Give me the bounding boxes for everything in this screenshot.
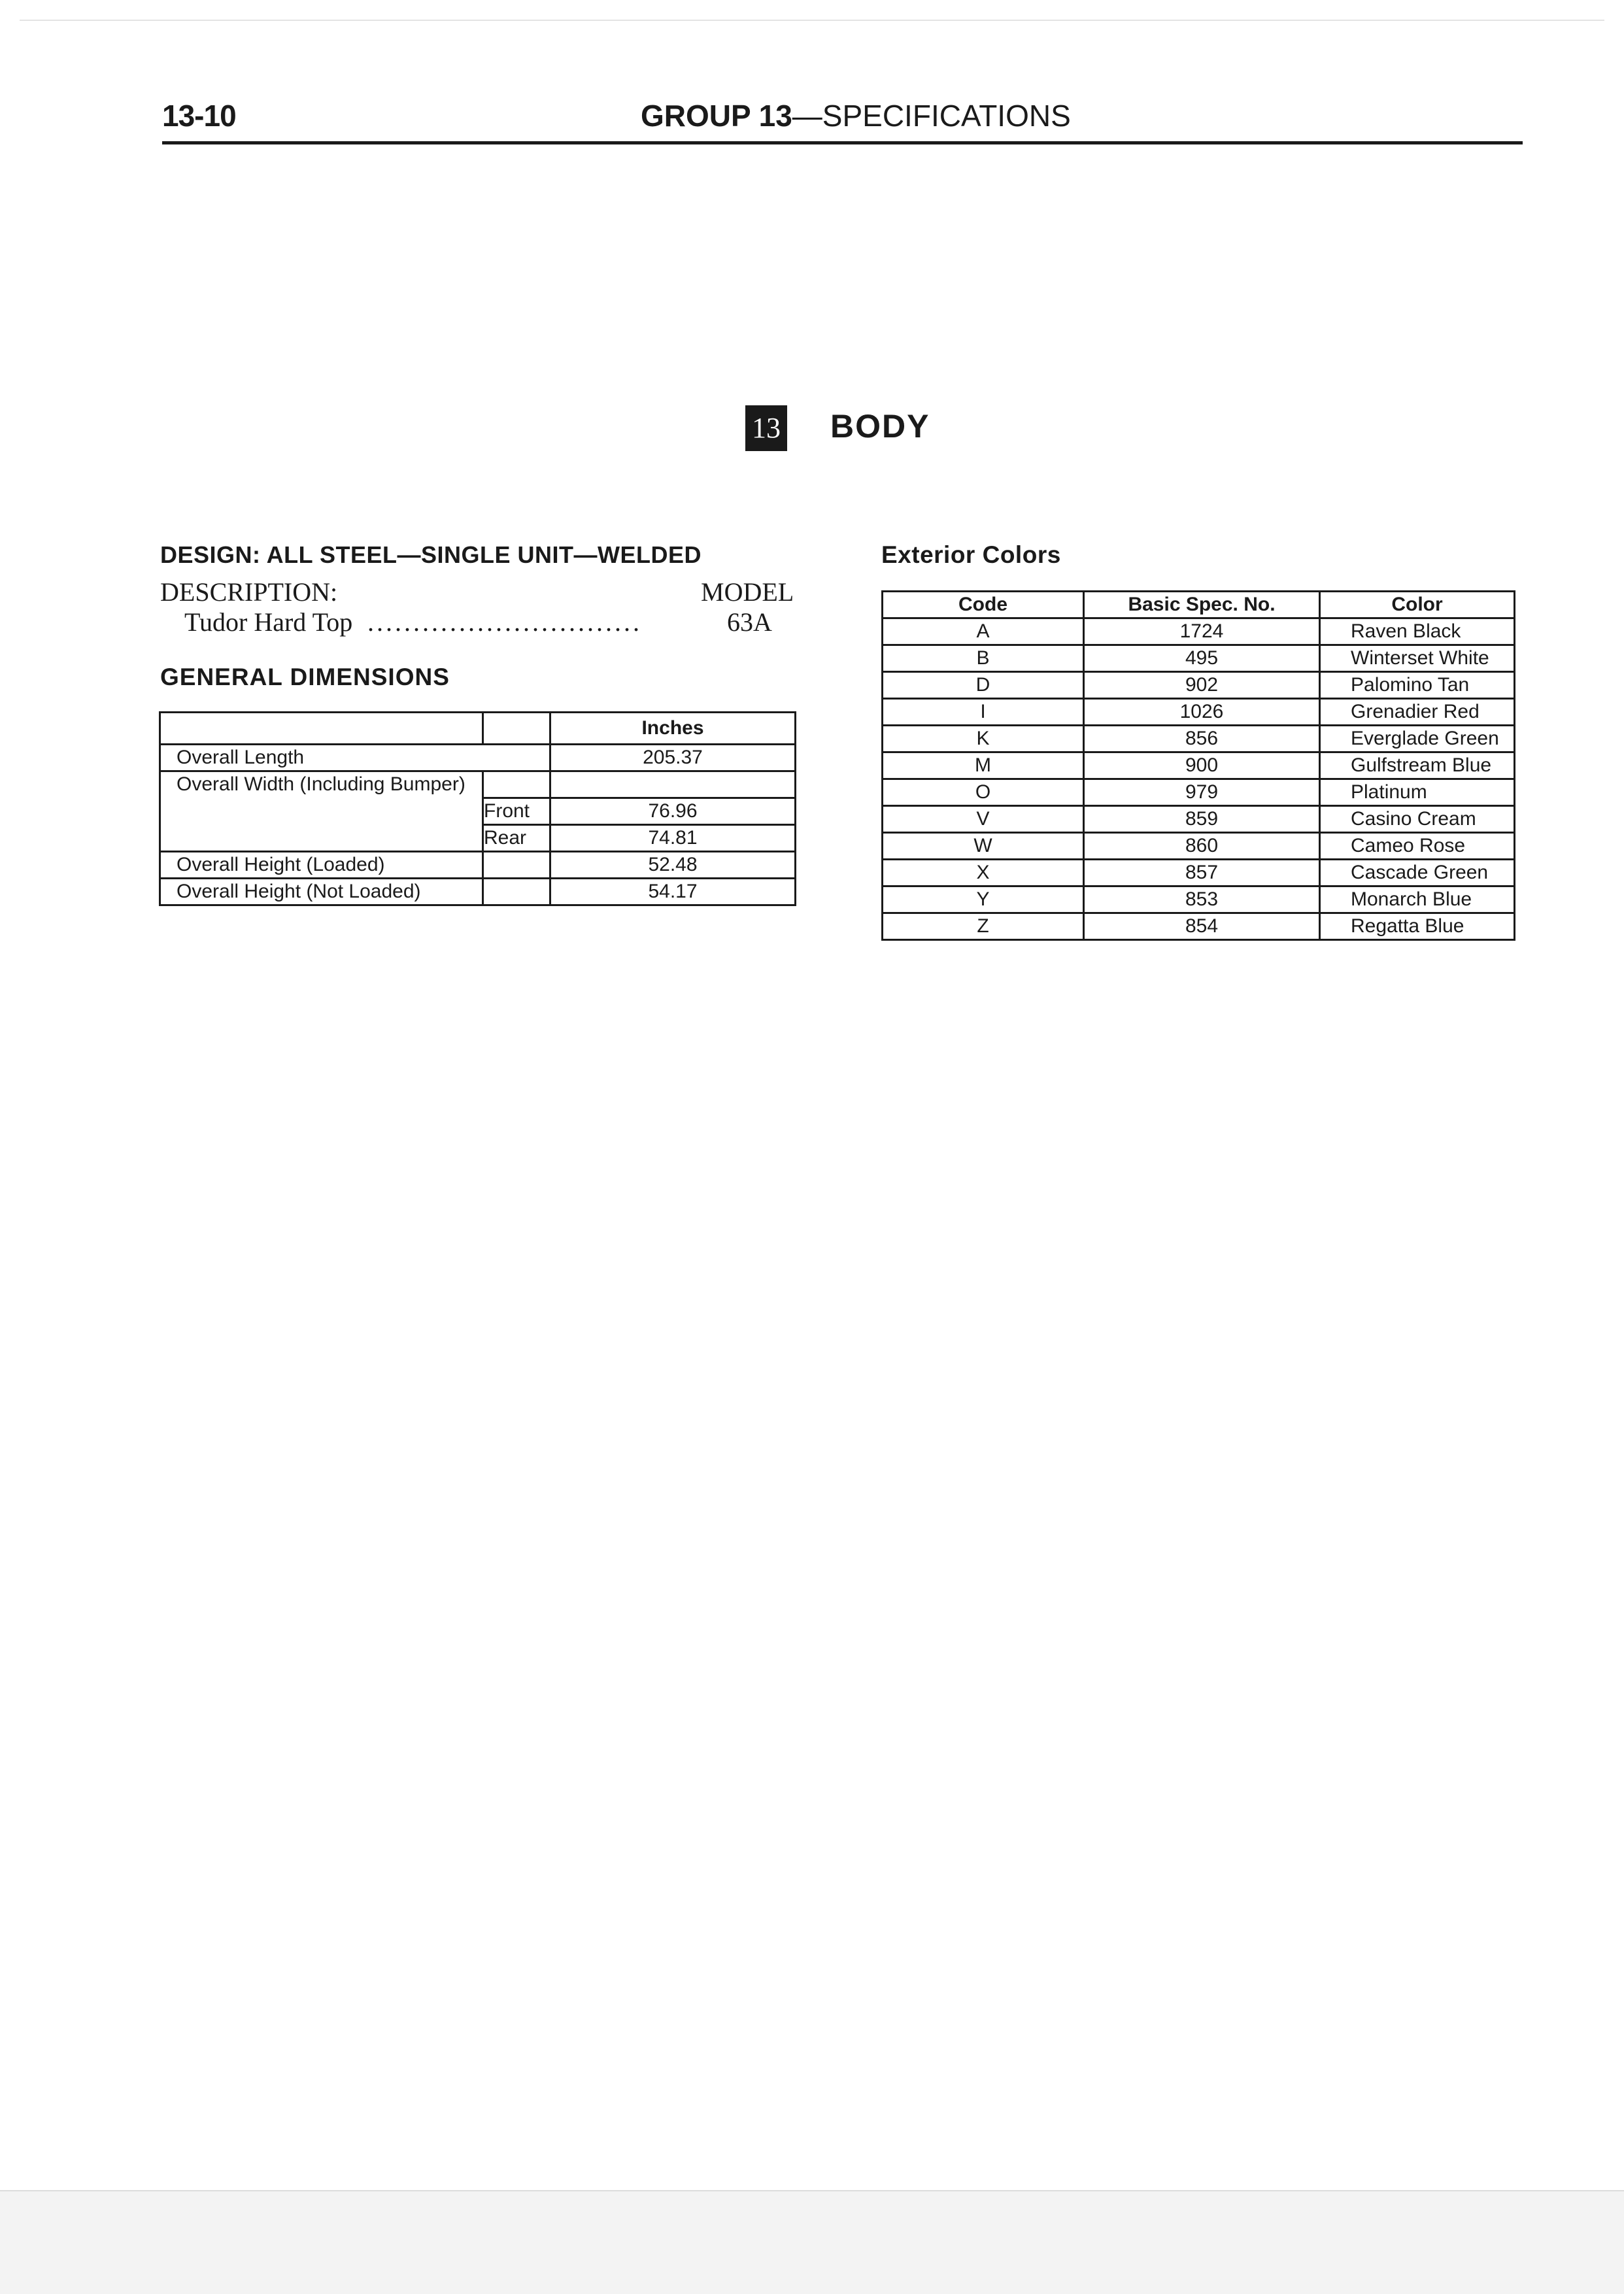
spec-number: 979 bbox=[1084, 779, 1320, 806]
color-name: Winterset White bbox=[1320, 645, 1515, 672]
design-line: DESIGN: ALL STEEL—SINGLE UNIT—WELDED bbox=[160, 541, 702, 568]
table-row bbox=[160, 852, 796, 879]
model-leader-dots: .............................. bbox=[367, 607, 642, 637]
page-number: 13-10 bbox=[162, 99, 236, 133]
group-label: GROUP 13 bbox=[641, 99, 792, 133]
blank-cell bbox=[483, 771, 550, 798]
unit-header: Inches bbox=[550, 713, 796, 745]
color-name: Grenadier Red bbox=[1320, 699, 1515, 726]
table-row bbox=[883, 886, 1515, 913]
dimension-label: Overall Width (Including Bumper) bbox=[160, 771, 483, 852]
table-row bbox=[883, 913, 1515, 940]
spec-number: 853 bbox=[1084, 886, 1320, 913]
spec-number: 495 bbox=[1084, 645, 1320, 672]
table-header-row bbox=[160, 713, 796, 745]
spec-number: 1724 bbox=[1084, 618, 1320, 645]
color-code: B bbox=[883, 645, 1084, 672]
table-row bbox=[883, 806, 1515, 833]
color-code: X bbox=[883, 860, 1084, 886]
color-code: V bbox=[883, 806, 1084, 833]
dimension-value: 205.37 bbox=[550, 745, 796, 771]
dimension-value: 54.17 bbox=[550, 879, 796, 905]
table-row bbox=[883, 645, 1515, 672]
spec-number: 1026 bbox=[1084, 699, 1320, 726]
general-dimensions-table bbox=[159, 711, 796, 906]
color-name: Palomino Tan bbox=[1320, 672, 1515, 699]
table-row bbox=[883, 618, 1515, 645]
spec-number: 900 bbox=[1084, 752, 1320, 779]
column-header-code: Code bbox=[883, 592, 1084, 618]
spec-number: 902 bbox=[1084, 672, 1320, 699]
dimension-sublabel: Front bbox=[483, 798, 550, 825]
color-name: Cameo Rose bbox=[1320, 833, 1515, 860]
color-code: I bbox=[883, 699, 1084, 726]
spec-number: 854 bbox=[1084, 913, 1320, 940]
table-row bbox=[883, 699, 1515, 726]
dimension-value: 52.48 bbox=[550, 852, 796, 879]
exterior-colors-table bbox=[881, 590, 1515, 941]
table-row bbox=[883, 752, 1515, 779]
color-name: Cascade Green bbox=[1320, 860, 1515, 886]
section-number-badge: 13 bbox=[745, 405, 787, 451]
color-code: O bbox=[883, 779, 1084, 806]
spec-number: 856 bbox=[1084, 726, 1320, 752]
column-header-spec: Basic Spec. No. bbox=[1084, 592, 1320, 618]
color-code: A bbox=[883, 618, 1084, 645]
color-code: Z bbox=[883, 913, 1084, 940]
blank-cell bbox=[483, 852, 550, 879]
color-code: K bbox=[883, 726, 1084, 752]
color-name: Gulfstream Blue bbox=[1320, 752, 1515, 779]
group-suffix: —SPECIFICATIONS bbox=[792, 99, 1071, 133]
model-code: 63A bbox=[727, 607, 772, 637]
spec-number: 860 bbox=[1084, 833, 1320, 860]
color-code: W bbox=[883, 833, 1084, 860]
dimension-value: 76.96 bbox=[550, 798, 796, 825]
color-code: M bbox=[883, 752, 1084, 779]
description-label: DESCRIPTION: bbox=[160, 577, 338, 607]
table-row bbox=[160, 745, 796, 771]
spec-number: 859 bbox=[1084, 806, 1320, 833]
color-name: Regatta Blue bbox=[1320, 913, 1515, 940]
dimension-label: Overall Height (Not Loaded) bbox=[160, 879, 483, 905]
exterior-colors-title: Exterior Colors bbox=[881, 541, 1061, 568]
blank-cell bbox=[550, 771, 796, 798]
color-name: Everglade Green bbox=[1320, 726, 1515, 752]
dimension-label: Overall Height (Loaded) bbox=[160, 852, 483, 879]
table-row bbox=[883, 672, 1515, 699]
page-top-edge bbox=[20, 20, 1604, 21]
dimension-label: Overall Length bbox=[160, 745, 550, 771]
header-rule bbox=[162, 141, 1523, 144]
page-header-title bbox=[641, 98, 1071, 133]
section-title: BODY bbox=[830, 408, 930, 445]
color-code: Y bbox=[883, 886, 1084, 913]
dimension-sublabel: Rear bbox=[483, 825, 550, 852]
color-code: D bbox=[883, 672, 1084, 699]
table-row bbox=[160, 771, 796, 798]
dimension-value: 74.81 bbox=[550, 825, 796, 852]
spec-number: 857 bbox=[1084, 860, 1320, 886]
table-row bbox=[883, 779, 1515, 806]
table-header-row bbox=[883, 592, 1515, 618]
color-name: Raven Black bbox=[1320, 618, 1515, 645]
scan-bottom-edge bbox=[0, 2190, 1624, 2294]
table-row bbox=[160, 879, 796, 905]
table-row bbox=[883, 833, 1515, 860]
header-blank-cell bbox=[160, 713, 483, 745]
table-row bbox=[883, 860, 1515, 886]
blank-cell bbox=[483, 879, 550, 905]
color-name: Platinum bbox=[1320, 779, 1515, 806]
general-dimensions-title: GENERAL DIMENSIONS bbox=[160, 664, 450, 690]
header-blank-cell bbox=[483, 713, 550, 745]
table-row bbox=[883, 726, 1515, 752]
color-name: Casino Cream bbox=[1320, 806, 1515, 833]
model-column-label: MODEL bbox=[701, 577, 794, 607]
color-name: Monarch Blue bbox=[1320, 886, 1515, 913]
model-name: Tudor Hard Top bbox=[184, 607, 353, 637]
column-header-color: Color bbox=[1320, 592, 1515, 618]
